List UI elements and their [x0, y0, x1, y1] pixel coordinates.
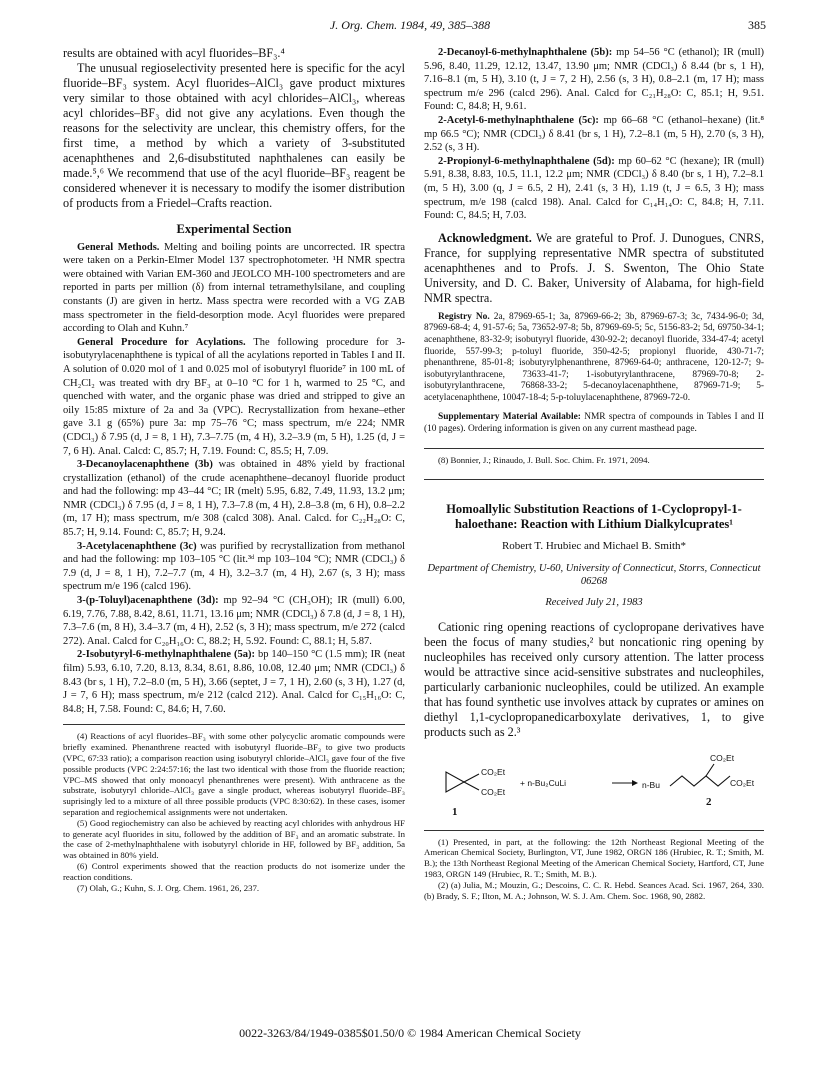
intro-paragraph-1: results are obtained with acyl fluorides–BF₃.⁴	[63, 46, 285, 60]
footnote-4: (4) Reactions of acyl fluorides–BF₃ with some other polycyclic aromatic compounds were briefly examined. Phenanthrene reacted with isobutyryl fluoride–BF₃ to give two products (VPC, 67:33 ratio); a comparison reaction using isobutyryl chloride–AlCl₃ gave four of the five possible products (VPC 2:24:57:16; the last two identical with those from the fluoride reaction; VPC–MS showed that only monoacyl phenanthrenes were present). With anthracene as the substrate, isobutyryl chloride–AlCl₃ gave a single product, whereas isobutyryl fluoride–BF₃ suprisingly led to a mixture of all three possible products (VPC 8:30:62). In these cases, isomer separation and regiochemical assignments were not undertaken.	[63, 731, 405, 817]
compound-3c-paragraph	[63, 540, 405, 594]
footnote-divider	[63, 724, 405, 725]
compound-3b-head: 3-Decanoylacenaphthene (3b)	[77, 459, 213, 471]
compound-5c-paragraph	[424, 114, 764, 155]
experimental-heading: Experimental Section	[176, 222, 292, 236]
compound-5d-head: 2-Propionyl-6-methylnaphthalene (5d):	[438, 155, 615, 167]
footnote-2: (2) (a) Julia, M.; Mouzin, G.; Descoins, C. C. R. Hebd. Seances Acad. Sci. 1967, 264, 330. (b) Brady, S. F.; Ilton, M. A.; Johnson, W. S. J. Am. Chem. Soc. 1968, 90, 2882.	[424, 879, 764, 901]
bond-line	[706, 764, 714, 776]
intro-paragraph-2: The unusual regioselectivity presented here is specific for the acyl fluoride–BF₃ system. Acyl fluorides–AlCl₃ gave product mixtures very similar to those obtained with acyl chlorides–AlCl₃, whereas acyl chlorides–BF₃ did not give any acylations. Even though the reasons for the selectivity are unclear, this chemistry offers, for the first time, a method by which a variety of 3-substituted acenaphthenes and 2,6-disubstituted naphthalenes can easily be made.⁵,⁶ We recommend that use of the acyl fluoride–BF₃ reagent be considered whenever it is necessary to modify the isomer distribution of products from a Friedel–Crafts reaction.	[63, 61, 405, 210]
general-procedure-paragraph	[63, 336, 405, 458]
compound-5c-text: mp 66–68 °C (ethanol–hexane) (lit.⁸ mp 66.5 °C); NMR (CDCl₃) δ 8.41 (br s, 1 H), 7.2–8.1 (m, 5 H), 2.70 (s, 3 H), 2.52 (s, 3 H).	[424, 114, 764, 154]
copyright-footer: 0022-3263/84/1949-0385$01.50/0 © 1984 American Chemical Society	[239, 1026, 581, 1040]
registry-paragraph	[424, 312, 764, 405]
bond-line	[464, 774, 479, 782]
general-procedure-text: The following procedure for 3-isobutyrylacenaphthene is typical of all the acylations reported in Tables I and II. A solution of 0.020 mol of 1 and 0.025 mol of isobutyryl fluoride⁷ in 100 mL of CH₂Cl₂ was treated with dry BF₃ at 0–10 °C for 1 h, warmed to 25 °C, and quenched with water, and the organic phase was dried and stripped to give an oily 15:85 mixture of 2a and 3a (VPC). Recrystallization from hexane–ether gave 3.1 g (65%) pure 3a: mp 75–76 °C; mass spectrum, m/e 224; NMR (CDCl₃) δ 7.95 (d, J = 8, 1 H), 7.3–7.75 (m, 4 H), 3.2–3.9 (m, 5 H), 1.25 (d, J = 7, 6 H). Anal. Calcd: C, 85.7; H, 7.19. Found: C, 85.5; H, 7.09.	[63, 336, 405, 457]
footnote-7: (7) Olah, G.; Kuhn, S. J. Org. Chem. 1961, 26, 237.	[77, 882, 260, 893]
registry-text: 2a, 87969-65-1; 3a, 87969-66-2; 3b, 87969-67-3; 3c, 7434-96-0; 3d, 87969-68-4; 4, 91-57-6; 5a, 73652-97-8; 5b, 87969-69-5; 5c, 5156-83-2; 5d, 69750-34-1; acenaphthene, 83-32-9; isobutyryl fluoride, 430-92-2; decanoyl fluoride, 334-47-4; acetyl fluoride, 557-99-3; p-toluyl fluoride, 350-42-5; propionyl fluoride, 430-71-7; phenanthrene, 85-01-8; isobutyrylphenanthrene, 87969-64-0; anthracene, 120-12-7; 9-isobutyrylanthracene, 73633-41-7; 1-isobutyrylanthracene, 87969-70-8; 2-isobutyrylanthracene, 76868-33-2; 5-decanoylacenaphthene, 87969-71-9; 5-acetylacenaphthene, 10047-18-4; 5-p-toluylacenaphthene, 87969-72-0.	[424, 311, 764, 403]
compound-number-1: 1	[452, 805, 458, 818]
supplementary-head: Supplementary Material Available:	[438, 412, 581, 423]
footnote-6: (6) Control experiments showed that the reaction products do not isomerize under the reaction conditions.	[63, 860, 405, 882]
acknowledgment-text: We are grateful to Prof. J. Dunogues, CNRS, France, for supplying representative NMR spectra of substituted acenaphthenes and to Profs. J. S. Swenton, The Ohio State University, and D. C. Baker, University of Alabama, for high-field NMR spectra.	[424, 230, 765, 305]
article-affiliation: Department of Chemistry, U-60, University of Connecticut, Storrs, Connecticut 06268	[427, 563, 761, 588]
right-column	[424, 46, 764, 901]
compound-5a-paragraph	[63, 648, 405, 716]
general-methods-head: General Methods.	[77, 241, 160, 253]
compound-5b-text: mp 54–56 °C (ethanol); IR (mull) 5.96, 8.40, 11.29, 12.12, 13.47, 13.90 μm; NMR (CDCl₃) δ 8.44 (br s, 1 H), 7.16–8.1 (m, 5 H), 3.10 (t, J = 7, 2 H), 2.56 (s, 3 H), 0.8–2.1 (m, 17 H); mass spectrum m/e 296 (calcd 296). Anal. Calcd for C₂₁H₂₈O: C, 85.1; H, 9.51. Found: C, 84.8; H, 9.61.	[424, 47, 764, 113]
left-column	[63, 46, 405, 893]
nbu-label: n-Bu	[642, 779, 660, 790]
general-methods-paragraph	[63, 241, 405, 336]
general-methods-text: Melting and boiling points are uncorrected. IR spectra were taken on a Perkin-Elmer Model 137 spectrophotometer. ¹H NMR spectra were obtained with Varian EM-360 and JEOLCO MH-100 spectrometers and are reported in parts per million (δ) from internal tetramethylsilane, and coupling constants (J) are given in hertz. Mass spectra were recorded with a VG ZAB mass spectrometer in the field-desorption mode. Acyl fluorides were prepared according to Olah and Kuhn.⁷	[63, 241, 405, 335]
compound-5c-head: 2-Acetyl-6-methylnaphthalene (5c):	[438, 114, 599, 126]
footnote-1: (1) Presented, in part, at the following: the 12th Northeast Regional Meeting of the American Chemical Society, Burlington, VT, June 1982, ORGN 186 (Hrubiec, R. T.; Smith, M. B.); the 13th Northeast Regional Meeting of the American Chemical Society, Hartford, CT, June 1983, ORGN 149 (Hrubiec, R. T.; Smith, M. B.).	[424, 836, 764, 880]
compound-5a-text: bp 140–150 °C (1.5 mm); IR (neat film) 5.93, 6.10, 7.20, 8.13, 8.34, 8.61, 8.86, 10.08, 12.40 μm; NMR (CDCl₃) δ 8.43 (br s, 1 H), 7.2–8.0 (m, 5 H), 3.66 (septet, J = 7, 1 H), 2.60 (s, 3 H), 1.27 (d, J = 7, 6 H); mass spectrum, m/e 212 (calcd 212). Anal. Calcd for C₁₅H₁₆O: C, 84.8; H, 7.58. Found: C, 84.6; H, 7.60.	[63, 649, 406, 715]
compound-3c-text: was purified by recrystallization from methanol and had the following: mp 103–105 °C (lit.³ᵈ mp 103–104 °C); NMR (CDCl₃) δ 7.9 (d, J = 8, 1 H), 7.2–7.7 (m, 4 H), 3.2–3.7 (m, 4 H), 2.67 (s, 3 H); mass spectrum m/e 196 (calcd 196).	[63, 540, 406, 593]
cuprate-reagent-label: + n-Bu₂CuLi	[520, 777, 567, 788]
compound-number-2: 2	[706, 795, 712, 808]
ester-label-2a: CO₂Et	[710, 752, 735, 763]
footnote-8: (8) Bonnier, J.; Rinaudo, J. Bull. Soc. Chim. Fr. 1971, 2094.	[438, 454, 650, 465]
compound-3b-paragraph	[63, 458, 405, 540]
received-date: Received July 21, 1983	[545, 597, 643, 609]
footnote-5: (5) Good regiochemistry can also be achieved by reacting acyl chlorides with anhydrous HF to generate acyl fluorides in situ, followed by the addition of BF₃ and an aromatic substrate. In the case of 2-methylnaphthalene with isobutyryl chloride in HF, followed by BF₃ addition, 5a was obtained in 80% yield.	[63, 817, 405, 861]
compound-5d-paragraph	[424, 155, 764, 223]
bond-line	[464, 782, 479, 790]
supplementary-text: NMR spectra of compounds in Tables I and II (10 pages). Ordering information is given on any current masthead page.	[424, 412, 764, 435]
supplementary-paragraph	[424, 412, 764, 435]
registry-head: Registry No.	[438, 311, 490, 322]
left-footnotes	[63, 731, 405, 893]
article-divider	[424, 479, 764, 480]
ester-label-1b: CO₂Et	[481, 786, 506, 797]
compound-5b-head: 2-Decanoyl-6-methylnaphthalene (5b):	[438, 47, 613, 58]
general-procedure-head: General Procedure for Acylations.	[77, 336, 246, 348]
acknowledgment-head: Acknowledgment.	[438, 230, 532, 245]
compound-3d-paragraph	[63, 594, 405, 648]
cyclopropane-ring-icon	[446, 772, 464, 792]
compound-5d-text: mp 60–62 °C (hexane); IR (mull) 5.91, 8.38, 8.83, 10.5, 11.1, 12.2 μm; NMR (CDCl₃) δ 8.40 (br s, 1 H), 7.2–8.1 (m, 5 H), 3.00 (q, J = 6.5, 2 H), 2.41 (s, 3 H), 1.19 (t, J = 6.5, 3 H); mass spectrum, m/e 198 (calcd 198). Anal. Calcd for C₁₄H₁₄O: C, 84.8; H, 7.11. Found: C, 84.5; H, 7.03.	[424, 155, 764, 222]
footnote-divider-2	[424, 830, 764, 831]
compound-3b-text: was obtained in 48% yield by fractional crystallization (ethanol) of the crude acenaphthene–decanoyl fluoride product and had the following: mp 43–44 °C; IR (melt) 5.95, 6.82, 7.49, 11.93, 13.2 μm; NMR (CDCl₃) δ 7.95 (d, J = 8, 1 H), 7.3–7.8 (m, 4 H), 2.8–3.8 (m, 6 H), 0.8–2.2 (m, 17 H); mass spectrum, m/e 308 (calcd 308). Anal. Calcd. for C₂₂H₂₈O: C, 85.7; H, 9.14. Found: C, 85.7; H, 9.24.	[63, 459, 406, 539]
compound-3d-head: 3-(p-Toluyl)acenaphthene (3d):	[77, 595, 219, 607]
journal-citation: J. Org. Chem. 1984, 49, 385–388	[329, 18, 491, 32]
article-title: Homoallylic Substitution Reactions of 1-Cyclopropyl-1-haloethane: Reaction with Lithium Dialkylcuprates¹	[446, 502, 742, 532]
compound-5b-paragraph	[424, 46, 764, 114]
footnote-divider-right	[424, 448, 764, 449]
page-number: 385	[748, 18, 766, 32]
compound-3d-text: mp 92–94 °C (CH₃OH); IR (mull) 6.00, 6.19, 7.76, 7.88, 8.42, 8.61, 11.71, 13.16 μm; NMR (CDCl₃) δ 7.8 (d, J = 8, 1 H), 7.3–7.6 (m, 8 H), 3.4–3.7 (m, 4 H), 2.52 (s, 3 H); mass spectrum, m/e 272 (calcd 272). Anal. Calcd for C₂₀H₁₆O: C, 88.2; H, 5.92. Found: C, 88.1; H, 5.87.	[63, 595, 405, 647]
arrowhead-icon	[632, 780, 638, 786]
acknowledgment-paragraph	[424, 231, 764, 306]
compound-3c-head: 3-Acetylacenaphthene (3c)	[77, 540, 197, 552]
compound-5a-head: 2-Isobutyryl-6-methylnaphthalene (5a):	[77, 649, 255, 661]
ester-label-2b: CO₂Et	[730, 777, 755, 788]
article-authors: Robert T. Hrubiec and Michael B. Smith*	[501, 540, 687, 553]
ester-label-1a: CO₂Et	[481, 766, 506, 777]
product-chain-icon	[670, 776, 730, 786]
right-footnotes	[424, 837, 764, 902]
running-header	[0, 18, 820, 38]
article-body-paragraph: Cationic ring opening reactions of cyclopropane derivatives have been the focus of many studies,² but noncationic ring opening by nucleophiles has received only cursory attention. The latter process would be attractive since acid-sensitive substrates and nucleophiles, particularly carbanionic nucleophiles, could be utilized. An example that has found synthetic use involves attack by cuprates or amines on diethyl 1,1-cyclopropanedicarboxylate derivatives, 1, to give products such as 2.³	[424, 619, 764, 739]
reaction-scheme	[424, 744, 764, 826]
